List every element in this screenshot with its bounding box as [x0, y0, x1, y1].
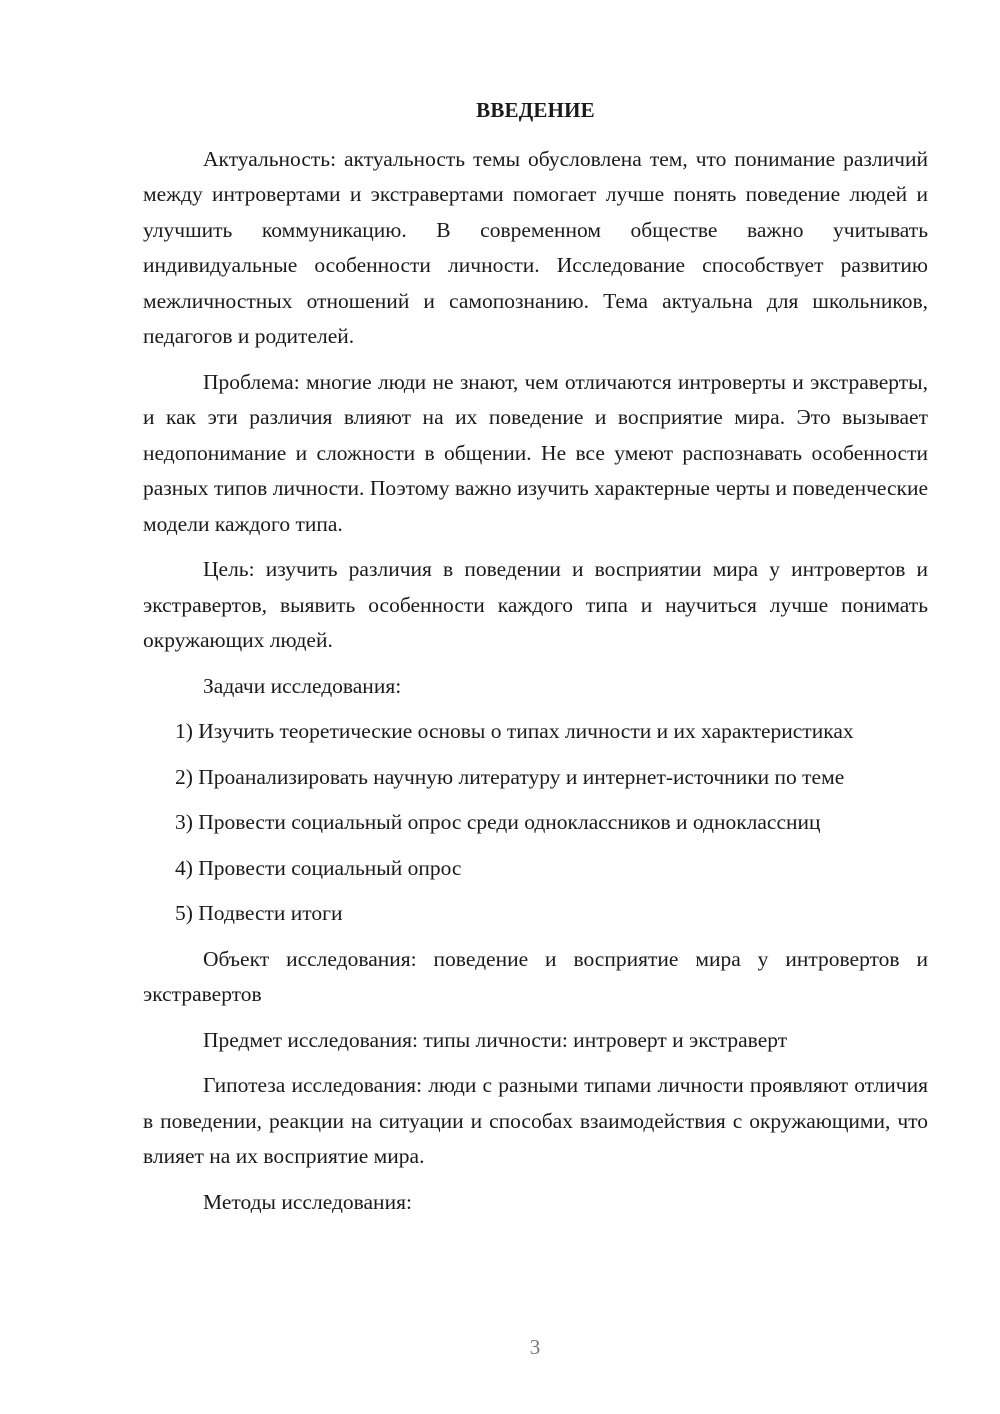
task-item-1: 1) Изучить теоретические основы о типах личности и их характеристиках [175, 719, 854, 743]
task-item-3: 3) Провести социальный опрос среди одноклассников и одноклассниц [175, 810, 821, 834]
subject-paragraph: Предмет исследования: типы личности: интроверт и экстраверт [203, 1027, 788, 1052]
relevance-paragraph: Актуальность: актуальность темы обусловлена тем, что понимание различий между интровертами и экстравертами помогает лучше понять поведение людей и улучшить коммуникацию. В современном обществе важно учитывать индивидуальные особенности личности. Исследование способствует развитию межличностных отношений и самопознанию. Тема актуальна для школьников, педагогов и родителей. [143, 146, 928, 348]
task-item-5: 5) Подвести итоги [175, 901, 343, 925]
task-item-4: 4) Провести социальный опрос [175, 855, 462, 880]
methods-heading: Методы исследования: [203, 1189, 412, 1214]
problem-paragraph: Проблема: многие люди не знают, чем отличаются интроверты и экстраверты, и как эти различия влияют на их поведение и восприятие мира. Это вызывает недопонимание и сложности в общении. Не все умеют распознавать особенности разных типов личности. Поэтому важно изучить характерные черты и поведенческие модели каждого типа. [143, 369, 928, 536]
page-number: 3 [529, 1335, 541, 1359]
hypothesis-paragraph: Гипотеза исследования: люди с разными типами личности проявляют отличия в поведении, реакции на ситуации и способах взаимодействия с окружающими, что влияет на их восприятие мира. [143, 1073, 928, 1168]
document-page [143, 93, 928, 1220]
section-title: ВВЕДЕНИЕ [476, 98, 595, 122]
tasks-heading: Задачи исследования: [203, 673, 402, 698]
object-paragraph: Объект исследования: поведение и восприятие мира у интровертов и экстравертов [143, 946, 928, 1006]
goal-paragraph: Цель: изучить различия в поведении и восприятии мира у интровертов и экстравертов, выявить особенности каждого типа и научиться лучше понимать окружающих людей. [143, 557, 928, 652]
task-item-2: 2) Проанализировать научную литературу и интернет-источники по теме [175, 764, 845, 789]
